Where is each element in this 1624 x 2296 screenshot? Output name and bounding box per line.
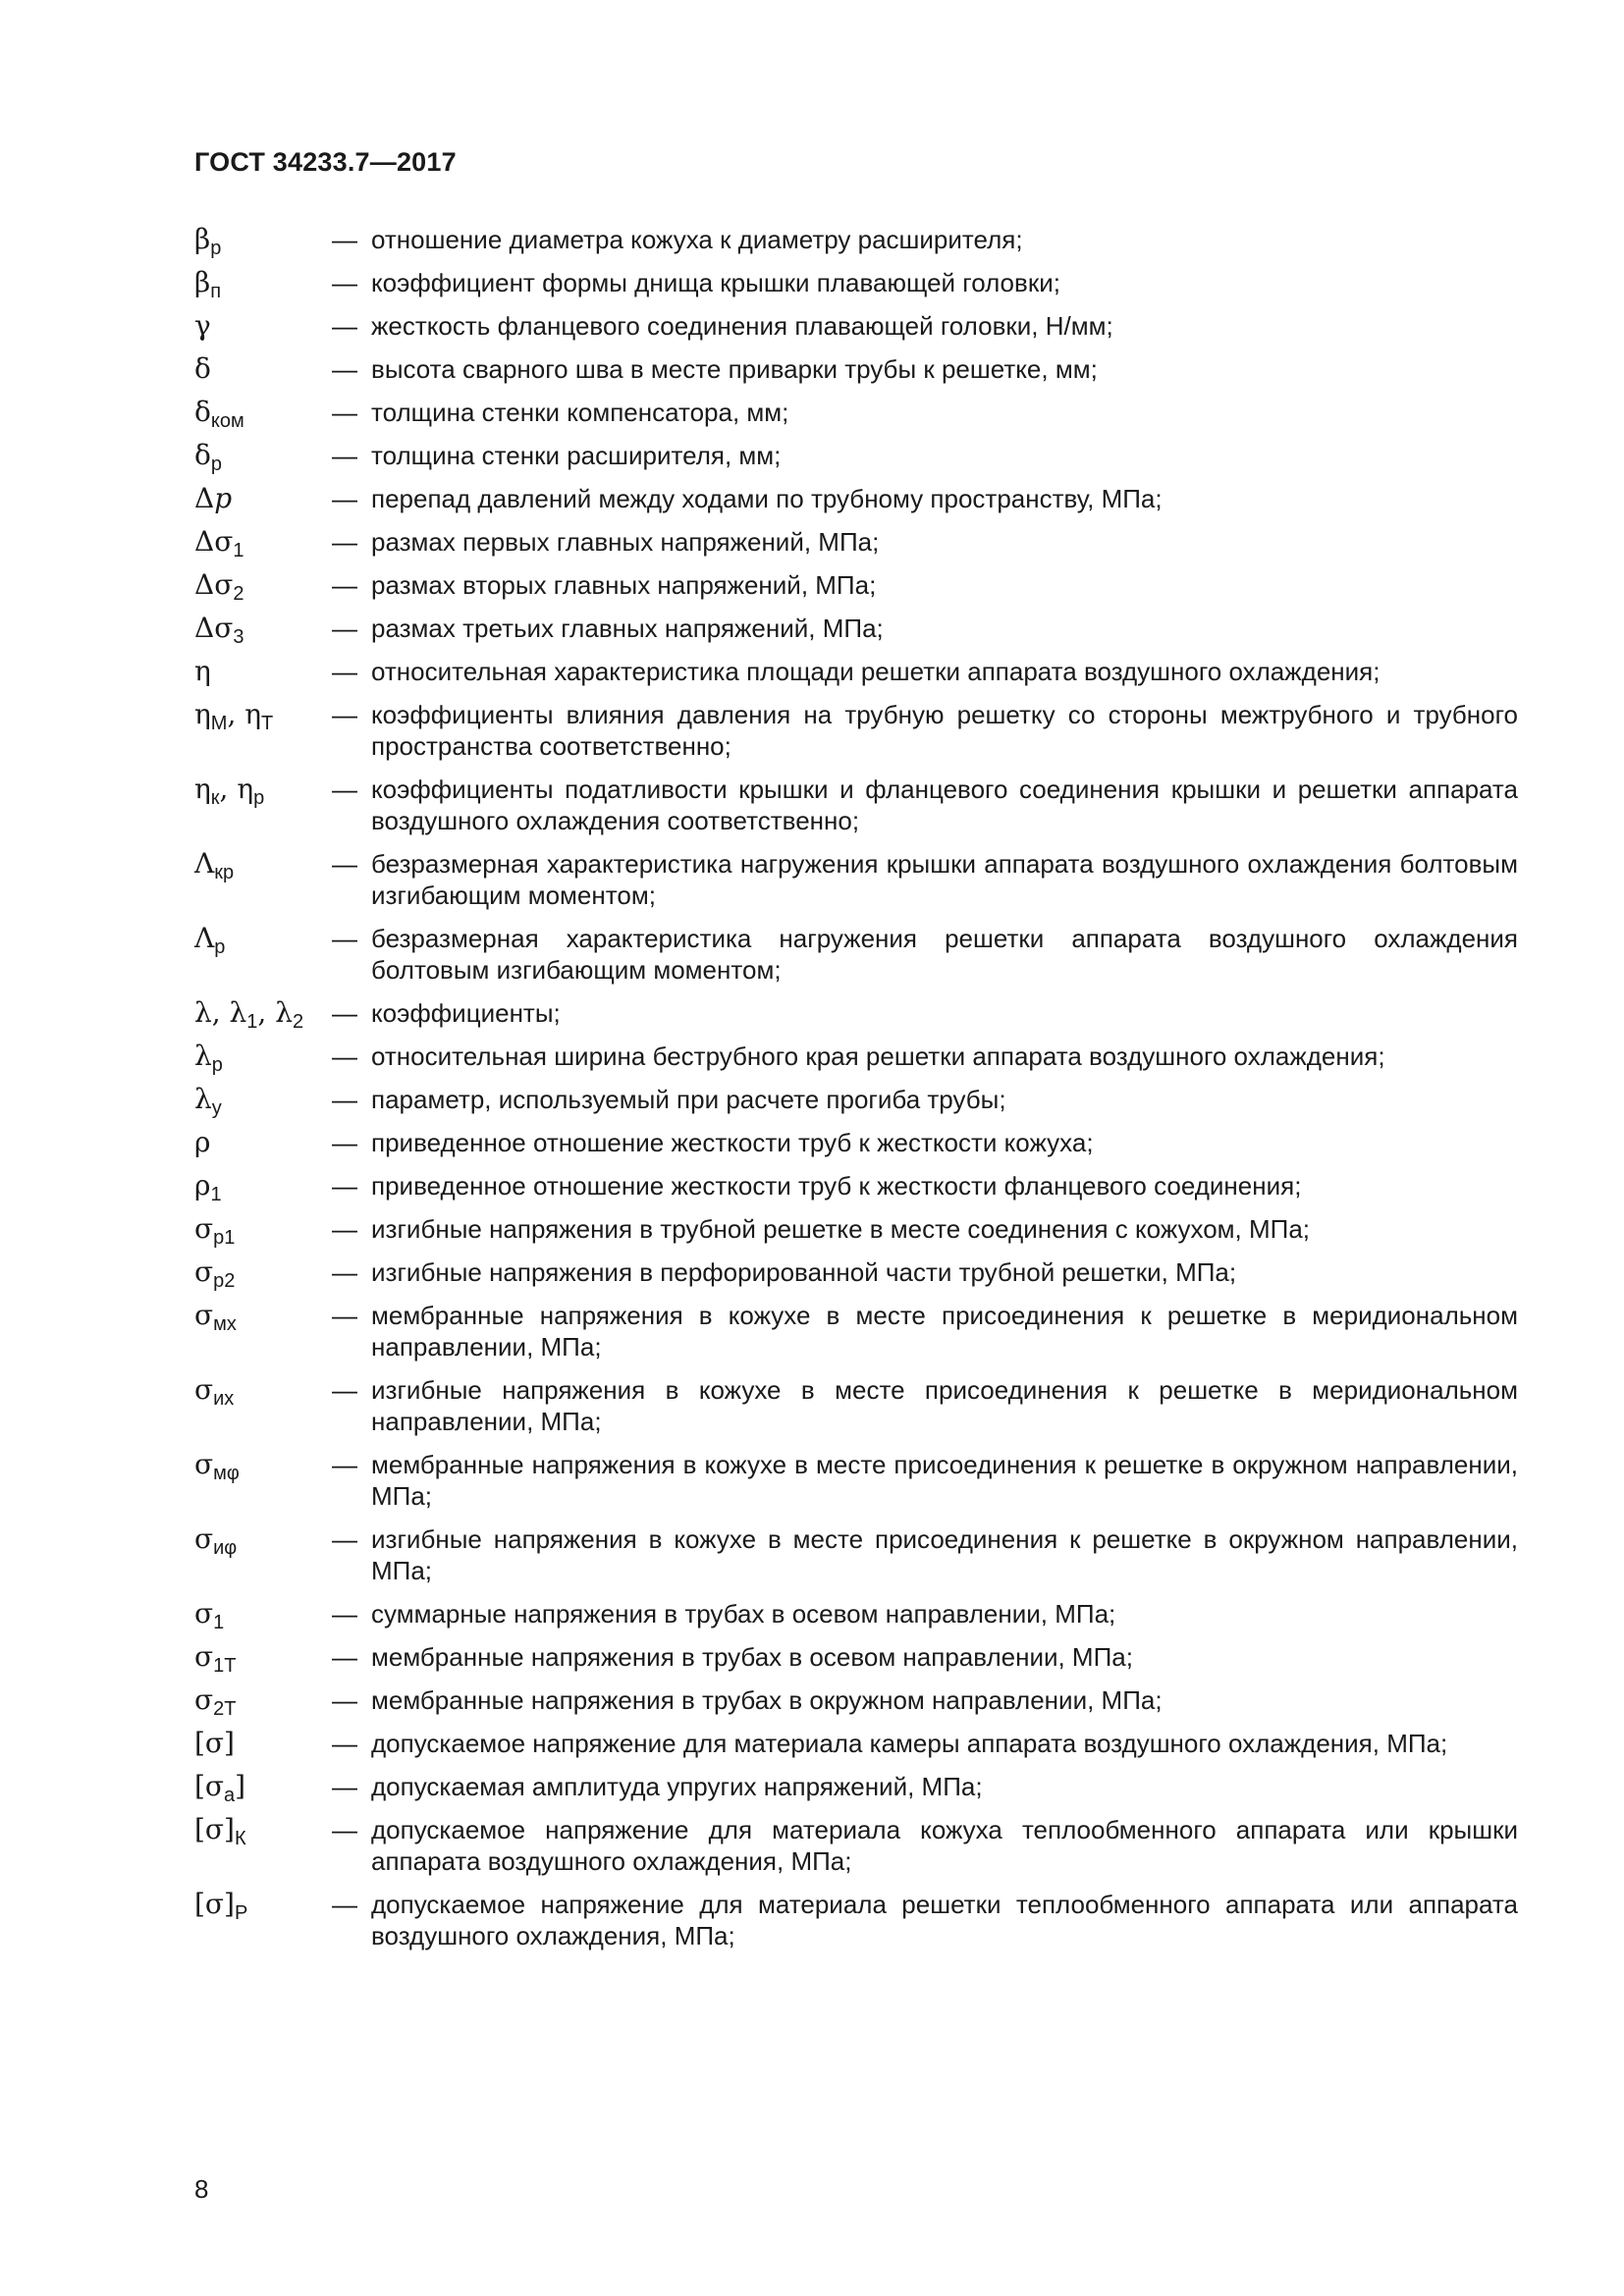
symbol-description: изгибные напряжения в кожухе в месте присоединения к решетке в окружном направлении, МПа; — [371, 1524, 1518, 1585]
symbol-subscript: к — [210, 787, 220, 809]
symbol-description: высота сварного шва в месте приварки трубы к решетке, мм; — [371, 354, 1098, 384]
symbol-base: ρ — [194, 1169, 211, 1201]
symbol-description: приведенное отношение жесткости труб к жесткости фланцевого соединения; — [371, 1171, 1302, 1201]
symbol-subscript: р1 — [213, 1227, 236, 1249]
symbol-base: σ — [194, 1255, 214, 1288]
symbol-entry — [194, 1300, 1518, 1362]
symbol-description: толщина стенки расширителя, мм; — [371, 441, 782, 470]
symbol-notation — [194, 1299, 332, 1335]
symbol-subscript: 3 — [233, 626, 244, 648]
symbol-entry — [194, 1640, 1518, 1677]
symbol-entry — [194, 525, 1518, 561]
symbol-base: λ — [194, 1040, 212, 1072]
symbol-description: мембранные напряжения в трубах в окружном направлении, МПа; — [371, 1685, 1163, 1715]
definition-dash: — — [332, 1171, 357, 1201]
symbol-subscript: ком — [210, 410, 244, 432]
symbol-base: σ — [194, 1212, 214, 1245]
definition-dash: — — [332, 311, 357, 341]
symbol-entry — [194, 1523, 1518, 1586]
symbol-base: Δσ — [194, 525, 234, 558]
symbol-description: мембранные напряжения в кожухе в месте присоединения к решетке в меридиональном направлении, МПа; — [371, 1301, 1518, 1362]
symbol-notation — [194, 310, 332, 342]
symbol-base: σ — [194, 1597, 214, 1629]
symbol-base: Δ — [194, 482, 215, 514]
definition-dash: — — [332, 1685, 357, 1715]
definition-dash: — — [332, 700, 357, 729]
symbol-notation — [194, 525, 332, 561]
symbol-notation — [194, 922, 332, 958]
symbol-base: η — [194, 773, 211, 805]
symbol-entry — [194, 923, 1518, 986]
symbol-subscript: кр — [214, 862, 235, 883]
symbol-base: [σ] — [194, 1813, 235, 1845]
definition-dash: — — [332, 268, 357, 297]
symbol-description: мембранные напряжения в трубах в осевом направлении, МПа; — [371, 1642, 1133, 1672]
definition-dash: — — [332, 225, 357, 254]
symbol-notation — [194, 1448, 332, 1484]
definition-dash: — — [332, 1257, 357, 1287]
symbol-description: размах третьих главных напряжений, МПа; — [371, 614, 884, 643]
symbol-base: η — [194, 698, 211, 730]
symbol-description: изгибные напряжения в перфорированной части трубной решетки, МПа; — [371, 1257, 1237, 1287]
symbol-notation — [194, 847, 332, 883]
symbol-base: λ, λ — [194, 996, 247, 1029]
symbol-entry — [194, 656, 1518, 687]
symbol-notation — [194, 1255, 332, 1292]
symbol-subscript: их — [213, 1388, 235, 1410]
symbol-notation — [194, 266, 332, 302]
symbol-description: допускаемое напряжение для материала решетки теплообменного аппарата или аппарата воздушного охлаждения, МПа; — [371, 1890, 1518, 1950]
document-header: ГОСТ 34233.7—2017 — [194, 147, 457, 177]
symbol-notation — [194, 1040, 332, 1076]
definition-dash: — — [332, 1301, 357, 1330]
symbol-subscript: а — [224, 1785, 236, 1806]
definition-dash: — — [332, 1524, 357, 1554]
symbol-description: размах вторых главных напряжений, МПа; — [371, 570, 877, 600]
symbol-entry — [194, 1814, 1518, 1877]
symbol-notation — [194, 353, 332, 385]
symbol-notation — [194, 698, 332, 734]
symbol-base: δ — [194, 439, 211, 471]
symbol-entry — [194, 396, 1518, 432]
symbol-notation — [194, 1640, 332, 1677]
symbol-base: γ — [194, 309, 211, 342]
symbol-entry — [194, 266, 1518, 302]
symbol-base: σ — [194, 1448, 214, 1480]
definition-dash: — — [332, 354, 357, 384]
symbol-subscript: 1 — [233, 540, 244, 561]
symbol-base-secondary: , η — [227, 698, 262, 730]
definition-dash: — — [332, 657, 357, 686]
symbol-subscript: р — [214, 936, 226, 958]
definition-dash: — — [332, 1041, 357, 1071]
definition-dash: — — [332, 441, 357, 470]
symbol-base: σ — [194, 1522, 214, 1555]
symbol-entry — [194, 1374, 1518, 1437]
symbol-base: β — [194, 223, 211, 255]
symbol-base: σ — [194, 1299, 214, 1331]
definition-dash: — — [332, 1815, 357, 1844]
definition-dash: — — [332, 849, 357, 879]
symbol-entry — [194, 996, 1518, 1033]
symbol-entry — [194, 1083, 1518, 1119]
symbol-notation — [194, 1083, 332, 1119]
symbol-base: δ — [194, 396, 211, 428]
symbol-description: относительная характеристика площади решетки аппарата воздушного охлаждения; — [371, 657, 1380, 686]
definition-dash: — — [332, 1375, 357, 1405]
symbol-description: допускаемое напряжение для материала камеры аппарата воздушного охлаждения, МПа; — [371, 1729, 1448, 1758]
symbol-notation — [194, 1683, 332, 1720]
symbol-description: жесткость фланцевого соединения плавающей головки, Н/мм; — [371, 311, 1113, 341]
symbol-description: перепад давлений между ходами по трубному пространству, МПа; — [371, 484, 1163, 513]
symbol-notation — [194, 568, 332, 605]
symbol-base: [σ] — [194, 1727, 235, 1759]
definition-dash: — — [332, 924, 357, 953]
symbol-notation — [194, 1522, 332, 1559]
symbol-description: допускаемая амплитуда упругих напряжений, МПа; — [371, 1772, 983, 1801]
symbol-subscript: Р — [234, 1902, 248, 1924]
symbol-entry — [194, 1770, 1518, 1806]
symbol-notation — [194, 1813, 332, 1849]
symbol-entry — [194, 310, 1518, 342]
symbol-subscript: р — [210, 238, 222, 259]
symbol-notation — [194, 483, 332, 514]
symbol-notation — [194, 773, 332, 809]
symbol-description: относительная ширина беструбного края решетки аппарата воздушного охлаждения; — [371, 1041, 1385, 1071]
symbol-notation — [194, 1127, 332, 1158]
symbol-entry — [194, 483, 1518, 514]
symbol-subscript: мх — [213, 1313, 237, 1335]
symbol-subscript-secondary: р — [253, 787, 265, 809]
symbol-base-secondary: , λ — [257, 996, 293, 1029]
symbol-entry — [194, 848, 1518, 911]
symbol-subscript: мφ — [213, 1463, 240, 1484]
definition-dash: — — [332, 1642, 357, 1672]
symbol-notation — [194, 1888, 332, 1924]
symbol-base: Λ — [194, 847, 215, 880]
definition-dash: — — [332, 398, 357, 427]
symbol-description: изгибные напряжения в трубной решетке в месте соединения с кожухом, МПа; — [371, 1214, 1311, 1244]
symbol-entry — [194, 1212, 1518, 1249]
symbol-subscript: 2 — [233, 583, 244, 605]
symbol-entry — [194, 1040, 1518, 1076]
symbol-entry — [194, 699, 1518, 762]
symbol-description: толщина стенки компенсатора, мм; — [371, 398, 789, 427]
symbol-italic-part: p — [214, 482, 233, 514]
symbol-notation — [194, 439, 332, 475]
symbol-description: коэффициенты податливости крышки и фланцевого соединения крышки и решетки аппарата воздушного охлаждения соответственно; — [371, 774, 1518, 835]
definition-dash: — — [332, 484, 357, 513]
symbol-base: Δσ — [194, 568, 234, 601]
symbol-entry — [194, 1127, 1518, 1158]
symbol-notation — [194, 223, 332, 259]
symbol-entry — [194, 612, 1518, 648]
symbol-description: безразмерная характеристика нагружения крышки аппарата воздушного охлаждения болтовым изгибающим моментом; — [371, 849, 1518, 910]
definition-dash: — — [332, 527, 357, 557]
symbol-description: размах первых главных напряжений, МПа; — [371, 527, 880, 557]
symbol-base: λ — [194, 1083, 212, 1115]
symbol-subscript: К — [234, 1828, 246, 1849]
symbol-description: допускаемое напряжение для материала кожуха теплообменного аппарата или крышки аппарата воздушного охлаждения, МПа; — [371, 1815, 1518, 1876]
symbol-base: Λ — [194, 922, 215, 954]
symbol-entry — [194, 1255, 1518, 1292]
definition-dash: — — [332, 1128, 357, 1157]
symbol-description: мембранные напряжения в кожухе в месте присоединения к решетке в окружном направлении, МПа; — [371, 1450, 1518, 1511]
symbol-notation — [194, 1212, 332, 1249]
symbol-subscript: п — [210, 281, 222, 302]
definition-dash: — — [332, 570, 357, 600]
symbol-base: σ — [194, 1640, 214, 1673]
symbol-notation — [194, 1169, 332, 1205]
symbol-description: суммарные напряжения в трубах в осевом направлении, МПа; — [371, 1599, 1116, 1629]
definition-dash: — — [332, 1729, 357, 1758]
symbol-notation — [194, 1728, 332, 1759]
definition-dash: — — [332, 614, 357, 643]
symbol-entry — [194, 223, 1518, 259]
symbol-subscript-secondary: Т — [261, 713, 274, 734]
page-number: 8 — [194, 2174, 209, 2204]
symbol-notation — [194, 1373, 332, 1410]
symbol-description: коэффициенты; — [371, 998, 561, 1028]
symbol-notation — [194, 612, 332, 648]
symbol-description: отношение диаметра кожуха к диаметру расширителя; — [371, 225, 1023, 254]
symbol-definition-list — [194, 224, 1518, 1963]
symbol-entry — [194, 774, 1518, 836]
symbol-base-secondary: ] — [235, 1770, 246, 1802]
definition-dash: — — [332, 1890, 357, 1919]
symbol-subscript: 1 — [246, 1011, 258, 1033]
definition-dash: — — [332, 1214, 357, 1244]
symbol-description: коэффициент формы днища крышки плавающей головки; — [371, 268, 1060, 297]
symbol-base: σ — [194, 1373, 214, 1406]
symbol-description: изгибные напряжения в кожухе в месте присоединения к решетке в меридиональном направлении, МПа; — [371, 1375, 1518, 1436]
symbol-base: [σ — [194, 1770, 225, 1802]
symbol-entry — [194, 1889, 1518, 1951]
definition-dash: — — [332, 1085, 357, 1114]
symbol-entry — [194, 1597, 1518, 1633]
definition-dash: — — [332, 1450, 357, 1479]
symbol-subscript: 1 — [213, 1612, 225, 1633]
symbol-notation — [194, 396, 332, 432]
symbol-subscript: М — [210, 713, 228, 734]
symbol-subscript: р — [211, 1054, 223, 1076]
symbol-base: δ — [194, 352, 211, 385]
symbol-entry — [194, 1169, 1518, 1205]
symbol-base: Δσ — [194, 612, 234, 644]
symbol-entry — [194, 439, 1518, 475]
symbol-entry — [194, 353, 1518, 385]
symbol-base: σ — [194, 1683, 214, 1716]
symbol-description: коэффициенты влияния давления на трубную решетку со стороны межтрубного и трубного пространства соответственно; — [371, 700, 1518, 761]
symbol-entry — [194, 568, 1518, 605]
symbol-subscript: 1Т — [213, 1655, 237, 1677]
definition-dash: — — [332, 1599, 357, 1629]
symbol-entry — [194, 1449, 1518, 1512]
symbol-subscript: 2Т — [213, 1698, 237, 1720]
symbol-description: безразмерная характеристика нагружения решетки аппарата воздушного охлаждения болтовым изгибающим моментом; — [371, 924, 1518, 985]
symbol-subscript: р2 — [213, 1270, 236, 1292]
symbol-description: приведенное отношение жесткости труб к жесткости кожуха; — [371, 1128, 1094, 1157]
symbol-base: β — [194, 266, 211, 298]
symbol-description: параметр, используемый при расчете прогиба трубы; — [371, 1085, 1006, 1114]
symbol-entry — [194, 1683, 1518, 1720]
symbol-entry — [194, 1728, 1518, 1759]
symbol-subscript: иφ — [213, 1537, 238, 1559]
symbol-base: [σ] — [194, 1888, 235, 1920]
symbol-subscript-secondary: 2 — [292, 1011, 304, 1033]
symbol-notation — [194, 656, 332, 687]
definition-dash: — — [332, 774, 357, 804]
symbol-notation — [194, 1597, 332, 1633]
symbol-subscript: 1 — [210, 1184, 222, 1205]
symbol-notation — [194, 1770, 332, 1806]
symbol-base: η — [194, 655, 211, 687]
symbol-subscript: у — [211, 1097, 222, 1119]
definition-dash: — — [332, 1772, 357, 1801]
definition-dash: — — [332, 998, 357, 1028]
symbol-base-secondary: , η — [219, 773, 254, 805]
symbol-notation — [194, 996, 332, 1033]
symbol-subscript: р — [210, 454, 222, 475]
symbol-base: ρ — [194, 1126, 211, 1158]
